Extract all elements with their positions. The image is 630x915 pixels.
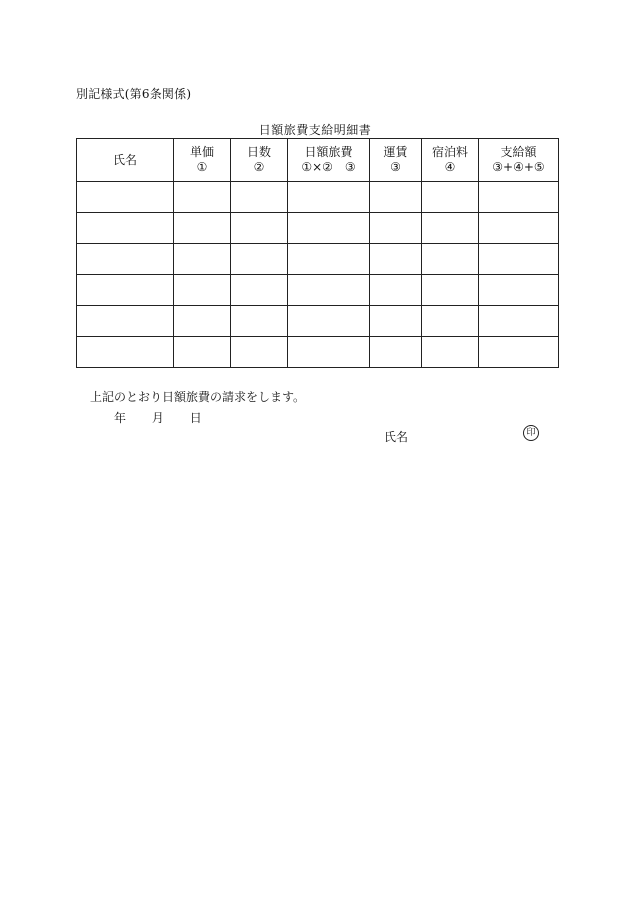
header-line: 運賃: [383, 145, 408, 159]
header-line: 日数: [246, 145, 271, 159]
table-cell[interactable]: [288, 306, 370, 337]
header-unit-price: [174, 139, 231, 182]
table-cell[interactable]: [77, 244, 174, 275]
table-row: [77, 275, 559, 306]
date-month-label[interactable]: 月: [151, 411, 164, 425]
date-line: [114, 409, 202, 426]
table-cell[interactable]: [288, 337, 370, 368]
table-cell[interactable]: [370, 244, 422, 275]
table-cell[interactable]: [479, 337, 559, 368]
table-cell[interactable]: [231, 244, 288, 275]
table-cell[interactable]: [231, 306, 288, 337]
header-sub: ②: [253, 160, 265, 174]
table-row: [77, 306, 559, 337]
table-cell[interactable]: [174, 244, 231, 275]
table-row: [77, 337, 559, 368]
table-cell[interactable]: [422, 244, 479, 275]
header-lodging: [422, 139, 479, 182]
table-row: [77, 244, 559, 275]
table-cell[interactable]: [370, 306, 422, 337]
header-daily-allowance: [288, 139, 370, 182]
table-cell[interactable]: [231, 213, 288, 244]
header-sub: ③+④+⑤: [492, 160, 545, 174]
header-line: 氏名: [112, 152, 137, 167]
header-line: 単価: [189, 145, 214, 159]
header-fare: [370, 139, 422, 182]
table-cell[interactable]: [231, 275, 288, 306]
table-cell[interactable]: [288, 275, 370, 306]
table-cell[interactable]: [77, 213, 174, 244]
table-cell[interactable]: [174, 275, 231, 306]
table-cell[interactable]: [370, 275, 422, 306]
table-cell[interactable]: [479, 275, 559, 306]
table-cell[interactable]: [77, 337, 174, 368]
table-cell[interactable]: [231, 337, 288, 368]
document-title: 日額旅費支給明細書: [258, 123, 372, 137]
detail-table: [76, 138, 559, 368]
table-cell[interactable]: [422, 182, 479, 213]
table-cell[interactable]: [77, 275, 174, 306]
table-cell[interactable]: [174, 337, 231, 368]
table-cell[interactable]: [370, 213, 422, 244]
table-cell[interactable]: [174, 306, 231, 337]
header-row: [77, 139, 559, 182]
table-cell[interactable]: [422, 337, 479, 368]
table-cell[interactable]: [370, 182, 422, 213]
date-year-label[interactable]: 年: [114, 411, 127, 425]
table-row: [77, 213, 559, 244]
header-days: [231, 139, 288, 182]
request-statement: 上記のとおり日額旅費の請求をします。: [90, 390, 306, 404]
header-name: [77, 139, 174, 182]
table-cell[interactable]: [479, 244, 559, 275]
table-cell[interactable]: [288, 244, 370, 275]
header-line: 宿泊料: [431, 145, 468, 159]
header-sub: ①×② ③: [301, 160, 356, 174]
header-line: 支給額: [500, 145, 537, 159]
header-payment: [479, 139, 559, 182]
table-cell[interactable]: [288, 213, 370, 244]
table-cell[interactable]: [479, 306, 559, 337]
table-cell[interactable]: [174, 182, 231, 213]
table-cell[interactable]: [77, 306, 174, 337]
header-sub: ③: [390, 160, 401, 174]
table-cell[interactable]: [77, 182, 174, 213]
table-row: [77, 182, 559, 213]
table-cell[interactable]: [422, 213, 479, 244]
date-day-label[interactable]: 日: [189, 411, 202, 425]
table-cell[interactable]: [288, 182, 370, 213]
form-label: 別記様式(第6条関係): [76, 87, 192, 101]
header-line: 日額旅費: [304, 145, 353, 159]
header-sub: ①: [196, 160, 208, 174]
seal-icon: 印: [523, 425, 539, 441]
table-cell[interactable]: [422, 275, 479, 306]
header-sub: ④: [444, 160, 456, 174]
table-cell[interactable]: [370, 337, 422, 368]
table-cell[interactable]: [479, 213, 559, 244]
table-cell[interactable]: [231, 182, 288, 213]
table-cell[interactable]: [479, 182, 559, 213]
table-cell[interactable]: [174, 213, 231, 244]
table-cell[interactable]: [422, 306, 479, 337]
signature-name-label[interactable]: 氏名: [384, 430, 409, 444]
